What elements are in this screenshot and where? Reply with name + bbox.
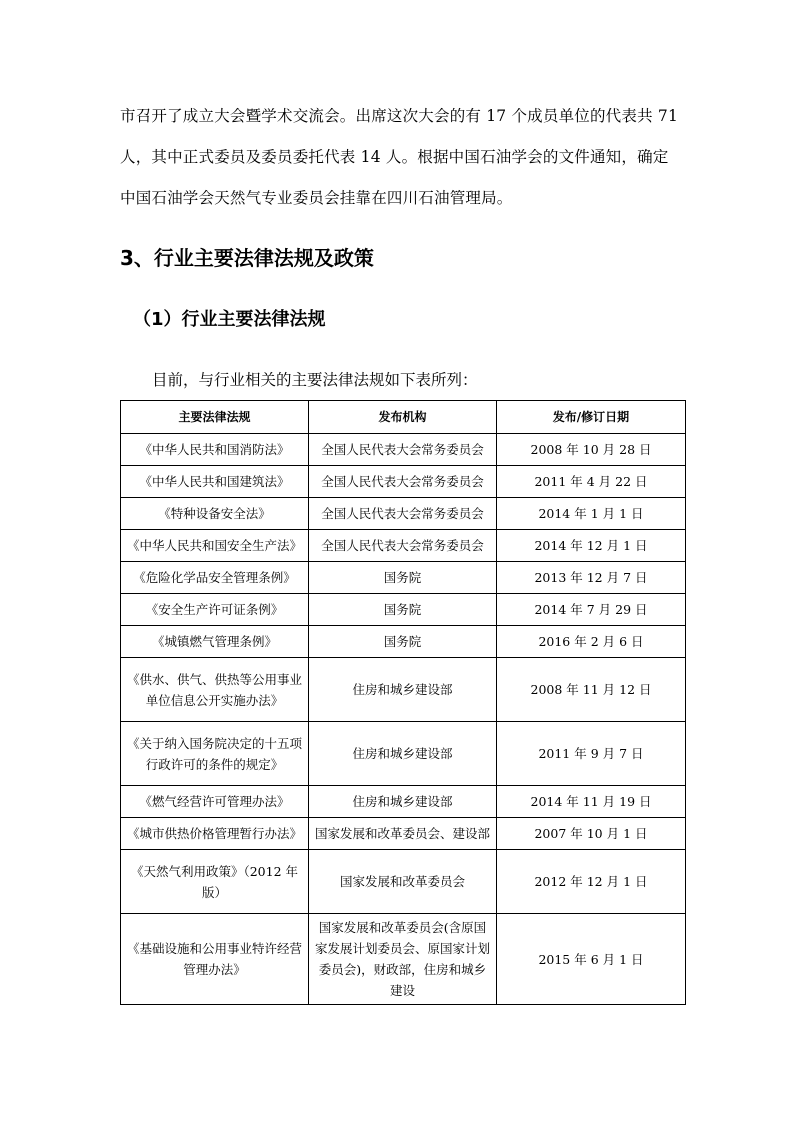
date: 2012 年 12 月 1 日 [497,850,686,914]
law-name: 《供水、供气、供热等公用事业单位信息公开实施办法》 [121,658,309,722]
law-name: 《天然气利用政策》（2012 年版） [121,850,309,914]
law-name: 《关于纳入国务院决定的十五项行政许可的条件的规定》 [121,722,309,786]
agency: 全国人民代表大会常务委员会 [309,530,497,562]
date: 2008 年 10 月 28 日 [497,434,686,466]
table-row [121,466,686,498]
subsection-heading: （1）行业主要法律法规 [133,309,326,330]
date: 2011 年 4 月 22 日 [497,466,686,498]
agency: 全国人民代表大会常务委员会 [309,434,497,466]
agency: 全国人民代表大会常务委员会 [309,498,497,530]
paragraph-line-2: 人，其中正式委员及委员委托代表 14 人。根据中国石油学会的文件通知，确定 [120,148,669,166]
law-name: 《基础设施和公用事业特许经营管理办法》 [121,914,309,1005]
date: 2007 年 10 月 1 日 [497,818,686,850]
law-name: 《特种设备安全法》 [121,498,309,530]
law-name: 《安全生产许可证条例》 [121,594,309,626]
date: 2014 年 1 月 1 日 [497,498,686,530]
date: 2013 年 12 月 7 日 [497,562,686,594]
table-header-row [121,401,686,434]
date: 2016 年 2 月 6 日 [497,626,686,658]
header-law: 主要法律法规 [121,401,309,434]
date: 2014 年 7 月 29 日 [497,594,686,626]
paragraph-line-1: 市召开了成立大会暨学术交流会。出席这次大会的有 17 个成员单位的代表共 71 [120,107,679,125]
header-date: 发布/修订日期 [497,401,686,434]
law-name: 《危险化学品安全管理条例》 [121,562,309,594]
table-row [121,658,686,722]
date: 2015 年 6 月 1 日 [497,914,686,1005]
table-row [121,850,686,914]
table-row [121,626,686,658]
agency: 住房和城乡建设部 [309,786,497,818]
table-row [121,530,686,562]
section-heading: 3、行业主要法律法规及政策 [120,246,374,270]
date: 2011 年 9 月 7 日 [497,722,686,786]
agency: 国家发展和改革委员会(含原国家发展计划委员会、原国家计划委员会)，财政部，住房和城乡建设 [309,914,497,1005]
agency: 国家发展和改革委员会 [309,850,497,914]
table-row [121,498,686,530]
agency: 国务院 [309,562,497,594]
law-name: 《中华人民共和国消防法》 [121,434,309,466]
law-name: 《燃气经营许可管理办法》 [121,786,309,818]
agency: 国家发展和改革委员会、建设部 [309,818,497,850]
table-row [121,914,686,1005]
laws-table [120,400,686,1005]
agency: 全国人民代表大会常务委员会 [309,466,497,498]
law-name: 《城市供热价格管理暂行办法》 [121,818,309,850]
agency: 住房和城乡建设部 [309,658,497,722]
date: 2014 年 12 月 1 日 [497,530,686,562]
table-row [121,722,686,786]
intro-text: 目前，与行业相关的主要法律法规如下表所列： [152,371,478,389]
table-row [121,434,686,466]
law-name: 《中华人民共和国建筑法》 [121,466,309,498]
agency: 住房和城乡建设部 [309,722,497,786]
table-row [121,594,686,626]
table-row [121,786,686,818]
law-name: 《城镇燃气管理条例》 [121,626,309,658]
table-row [121,562,686,594]
date: 2008 年 11 月 12 日 [497,658,686,722]
paragraph-line-3: 中国石油学会天然气专业委员会挂靠在四川石油管理局。 [120,189,513,207]
header-agency: 发布机构 [309,401,497,434]
table-row [121,818,686,850]
agency: 国务院 [309,594,497,626]
agency: 国务院 [309,626,497,658]
law-name: 《中华人民共和国安全生产法》 [121,530,309,562]
date: 2014 年 11 月 19 日 [497,786,686,818]
